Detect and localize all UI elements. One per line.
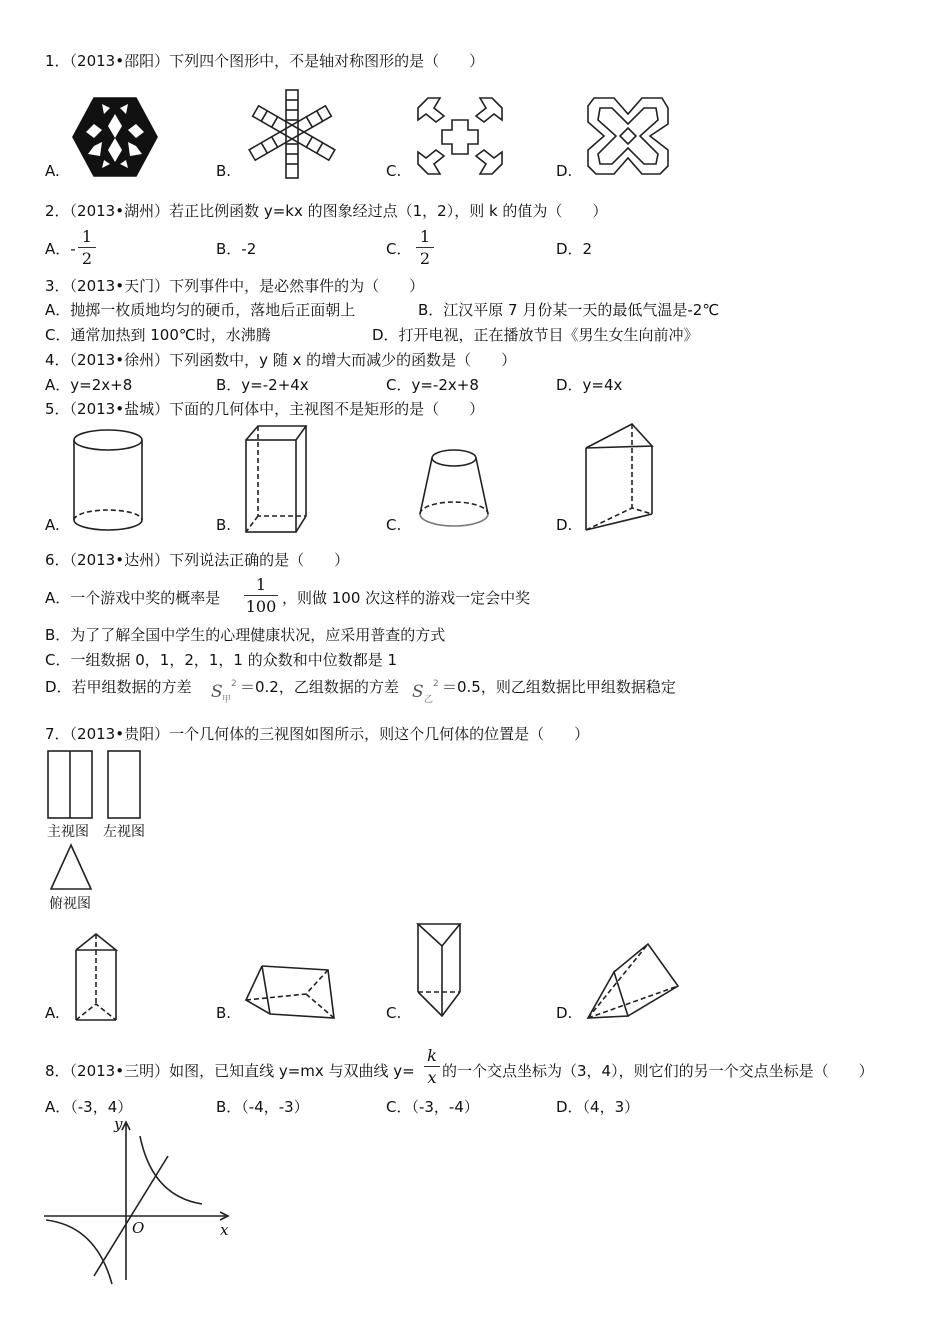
q5-figure-a-cylinder [72,428,144,534]
q5-figure-c-frustum [416,448,492,534]
q8-axis-x-label: x [220,1221,229,1239]
q7-option-d: D. [556,1004,573,1022]
q1-figure-d-x-frame [584,94,672,178]
q8-frac-den: x [427,1068,437,1087]
q6-subscript-jia: 甲 [222,695,232,705]
q7-front-view [47,750,93,820]
q6-superscript-yi: 2 [433,679,439,689]
q6-option-d-prefix: D．若甲组数据的方差 [45,678,192,696]
q6-option-c: C．一组数据 0，1，2，1，1 的众数和中位数都是 1 [45,651,398,669]
q6-variance-symbol-jia: S [211,682,223,702]
q7-top-view-label: 俯视图 [49,896,91,912]
q8-fraction [424,1046,440,1087]
q1-option-b: B. [216,162,232,180]
q7-figure-a-prism [72,932,122,1024]
q8-option-d: D．（4，3） [556,1098,640,1116]
q1-option-d: D. [556,162,573,180]
q8-option-b: B．（-4，-3） [216,1098,309,1116]
q4-option-d: D．y=4x [556,376,623,394]
q8-stem-prefix: 8．（2013•三明）如图，已知直线 y=mx 与双曲线 y= [45,1062,415,1080]
q6-frac-num: 1 [255,575,267,594]
q5-figure-b-cuboid [244,424,310,534]
q2-option-b: B．-2 [216,240,257,258]
q6-eq1: ＝0.2，乙组数据的方差 [240,678,399,696]
q8-hyperbola-right [140,1136,202,1204]
q8-origin-label: O [132,1219,145,1237]
q3-stem: 3．（2013•天门）下列事件中，是必然事件的为（ ） [45,277,425,295]
q3-option-d: D．打开电视，正在播放节目《男生女生向前冲》 [372,326,699,344]
q2-option-d: D．2 [556,240,593,258]
q7-figure-d-prism [586,942,682,1022]
q1-figure-c-cross [414,94,506,178]
q6-option-b: B．为了了解全国中学生的心理健康状况，应采用普查的方式 [45,626,446,644]
q5-option-c: C. [386,516,402,534]
q2-fraction-c [416,227,434,268]
q6-option-a-prefix: A．一个游戏中奖的概率是 [45,589,221,607]
q8-stem-suffix: 的一个交点坐标为（3，4），则它们的另一个交点坐标是（ ） [442,1062,874,1080]
q7-option-a: A. [45,1004,60,1022]
q8-option-a: A．（-3，4） [45,1098,133,1116]
q8-option-c: C．（-3，-4） [386,1098,479,1116]
q7-option-c: C. [386,1004,402,1022]
q3-option-a: A．抛掷一枚质地均匀的硬币，落地后正面朝上 [45,301,356,319]
q4-option-a: A．y=2x+8 [45,376,133,394]
q1-option-a: A. [45,162,60,180]
q6-option-a-suffix: ，则做 100 次这样的游戏一定会中奖 [282,589,531,607]
q2-frac-a-den: 2 [81,249,93,268]
q5-option-d: D. [556,516,573,534]
q2-fraction-a [78,227,96,268]
q5-option-b: B. [216,516,232,534]
q1-figure-a-snowflake [72,94,158,180]
q2-frac-c-num: 1 [419,227,431,246]
q1-stem: 1．（2013•邵阳）下列四个图形中，不是轴对称图形的是（ ） [45,52,485,70]
q5-figure-d-triangular-prism [584,422,656,534]
q7-left-view-label: 左视图 [103,824,145,840]
q8-graph [42,1116,242,1286]
q7-top-view [49,843,93,891]
q2-frac-c-den: 2 [419,249,431,268]
q6-variance-symbol-yi: S [412,682,424,702]
q5-stem: 5．（2013•盐城）下面的几何体中，主视图不是矩形的是（ ） [45,400,485,418]
q7-front-view-label: 主视图 [47,824,89,840]
q4-option-c: C．y=-2x+8 [386,376,479,394]
q1-figure-b-windmill [244,88,344,180]
q4-option-b: B．y=-2+4x [216,376,309,394]
q6-superscript-jia: 2 [231,679,237,689]
q1-option-c: C. [386,162,402,180]
q6-eq2: ＝0.5，则乙组数据比甲组数据稳定 [442,678,676,696]
q6-subscript-yi: 乙 [424,695,434,705]
q4-stem: 4．（2013•徐州）下列函数中，y 随 x 的增大而减少的函数是（ ） [45,351,517,369]
q8-hyperbola-left [46,1220,112,1284]
q3-option-b: B．江汉平原 7 月份某一天的最低气温是-2℃ [418,301,720,319]
q2-stem: 2．（2013•湖州）若正比例函数 y=kx 的图象经过点（1，2），则 k 的值为（ ） [45,202,608,220]
q3-option-c: C．通常加热到 100℃时，水沸腾 [45,326,271,344]
q7-figure-c-prism [414,922,464,1022]
q7-figure-b-prism [244,962,336,1022]
q7-left-view [107,750,141,820]
q7-stem: 7．（2013•贵阳）一个几何体的三视图如图所示，则这个几何体的位置是（ ） [45,725,590,743]
q7-option-b: B. [216,1004,232,1022]
q5-option-a: A. [45,516,60,534]
q6-frac-den: 100 [245,597,277,616]
q6-stem: 6．（2013•达州）下列说法正确的是（ ） [45,551,350,569]
q8-axis-y-label: y [114,1115,123,1133]
q6-fraction [244,575,278,616]
q2-option-a: A．- [45,240,76,258]
q2-option-c: C． [386,240,412,258]
q8-frac-num: k [427,1046,437,1065]
q2-frac-a-num: 1 [81,227,93,246]
